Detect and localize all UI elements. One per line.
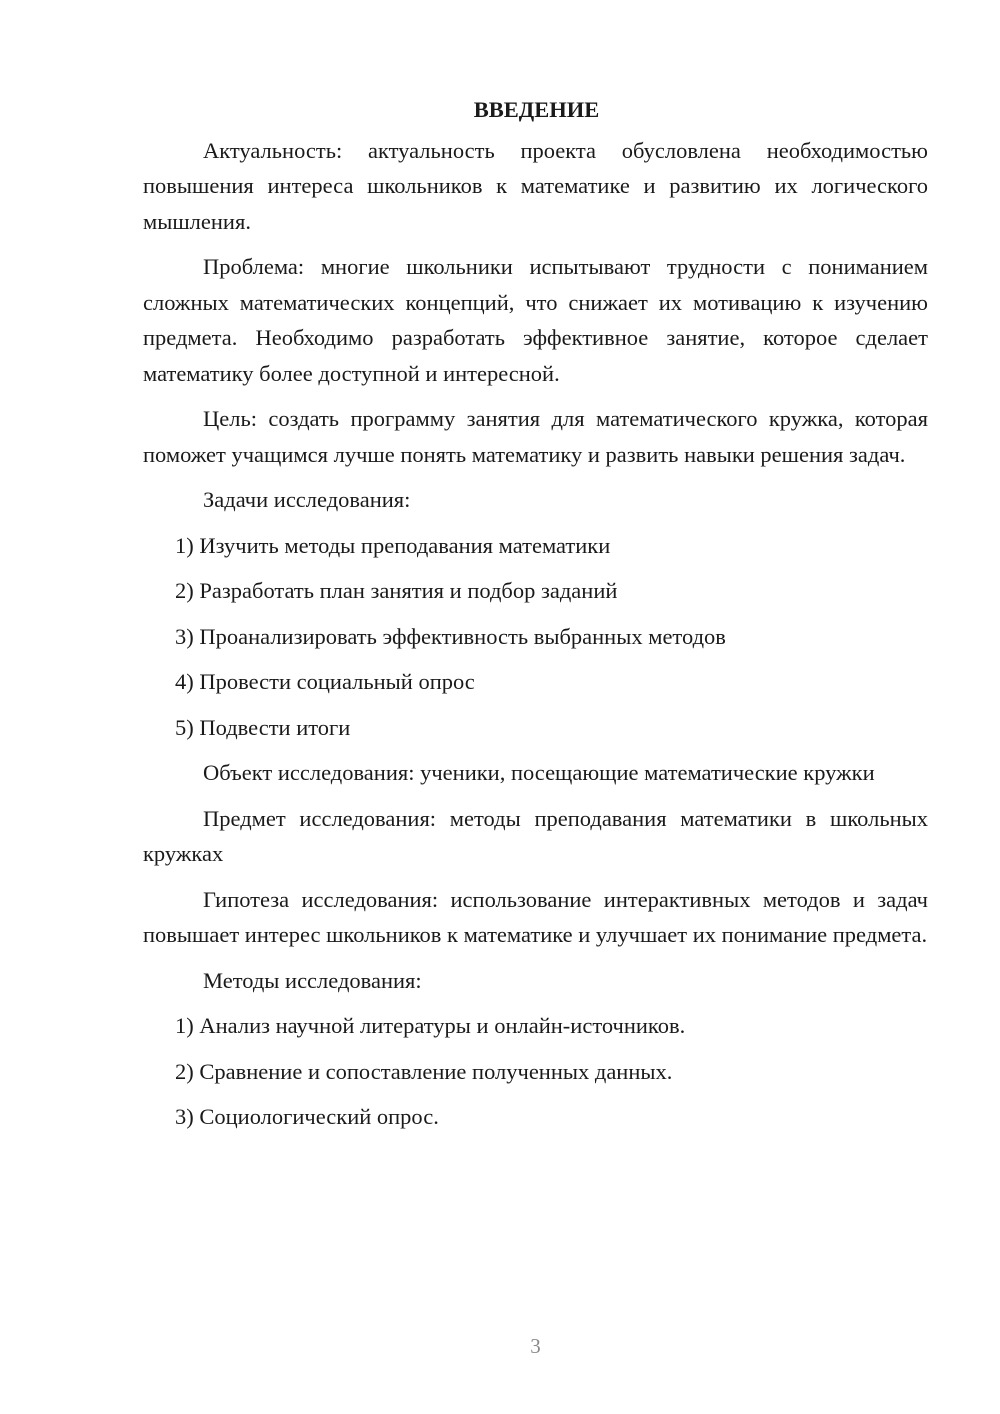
tasks-list: [143, 528, 928, 746]
relevance-paragraph: Актуальность: актуальность проекта обусловлена необходимостью повышения интереса школьников к математике и развитию их логического мышления.: [143, 137, 928, 234]
subject-paragraph: Предмет исследования: методы преподавания математики в школьных кружках: [143, 805, 928, 866]
methods-list: [143, 1008, 928, 1135]
list-item: 3) Социологический опрос.: [175, 1104, 439, 1129]
hypothesis-paragraph: Гипотеза исследования: использование интерактивных методов и задач повышает интерес школьников к математике и улучшает их понимание предмета.: [143, 886, 928, 947]
list-item: 4) Провести социальный опрос: [175, 669, 475, 694]
list-item: 5) Подвести итоги: [175, 714, 351, 740]
section-heading: ВВЕДЕНИЕ: [473, 97, 600, 122]
list-item: 2) Разработать план занятия и подбор заданий: [175, 578, 618, 603]
goal-paragraph: Цель: создать программу занятия для математического кружка, которая поможет учащимся лучше понять математику и развить навыки решения задач.: [143, 406, 928, 467]
document-body: [143, 92, 928, 1145]
page-number: 3: [530, 1334, 541, 1358]
problem-paragraph: Проблема: многие школьники испытывают трудности с пониманием сложных математических концепций, что снижает их мотивацию к изучению предмета. Необходимо разработать эффективное занятие, которое сделает математику более доступной и интересной.: [143, 254, 928, 386]
list-item: 1) Изучить методы преподавания математики: [175, 532, 611, 558]
list-item: 2) Сравнение и сопоставление полученных данных.: [175, 1058, 673, 1084]
object-paragraph: Объект исследования: ученики, посещающие математические кружки: [203, 760, 875, 785]
list-item: 3) Проанализировать эффективность выбранных методов: [175, 623, 726, 649]
list-item: 1) Анализ научной литературы и онлайн-источников.: [175, 1013, 686, 1038]
methods-label: Методы исследования:: [203, 967, 422, 993]
tasks-label: Задачи исследования:: [203, 487, 411, 512]
